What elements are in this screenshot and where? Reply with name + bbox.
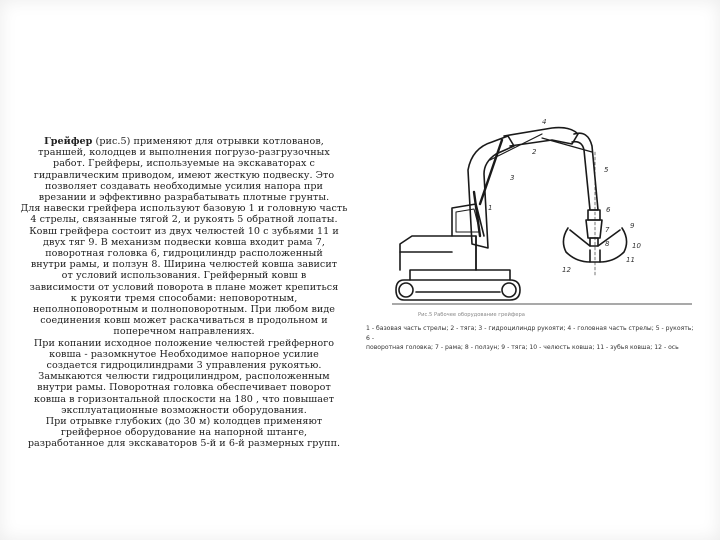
callout-label: 7 [605, 226, 610, 234]
body-text [6, 136, 362, 450]
caption-line: поворотная головка; 7 - рама; 8 - ползун; 9 - тяга; 10 - челюсть ковша; 11 - зубья ковша; 12 - ось [366, 344, 679, 352]
text-line: поперечном направлениях. [113, 326, 255, 338]
text-line: соединения ковш может раскачиваться в продольном и [40, 315, 328, 327]
text-line: создается гидроцилиндрами 3 управления рукоятью. [46, 360, 322, 372]
text-line: работ. Грейферы, используемые на экскаваторах с [53, 158, 315, 170]
text-line: траншей, колодцев и выполнения погрузо-разгрузочных [38, 147, 330, 159]
text-line: гидравлическим приводом, имеют жесткую подвеску. Это [33, 169, 335, 181]
caption-line: 1 - базовая часть стрелы; 2 - тяга; 3 - гидроцилиндр рукояти; 4 - головная часть стрелы; 5 - рукоять; 6 - [366, 325, 694, 342]
jaw-left [563, 228, 590, 262]
text-line: зависимости от условий поворота в плане может крепиться [29, 281, 339, 293]
turntable [410, 270, 510, 280]
text-line: При копании исходное положение челюстей грейферного [33, 337, 335, 349]
grab-frame [586, 220, 602, 238]
boom-head [504, 128, 578, 146]
tie-rod [490, 134, 542, 160]
text-line: 4 стрелы, связанные тягой 2, и рукоять 5 обратной лопаты. [30, 214, 338, 226]
text-line: двух тяг 9. В механизм подвески ковша входит рама 7, [43, 236, 325, 248]
jaw-right [600, 228, 627, 262]
arm [572, 133, 598, 210]
track-wheel [502, 283, 516, 297]
text-line: неполноповоротным и полноповоротным. При любом виде [32, 304, 336, 316]
callout-label: 6 [606, 206, 611, 214]
text-line: к рукояти тремя способами: неповоротным, [70, 292, 298, 304]
slider [590, 238, 598, 246]
callout-label: 1 [488, 204, 493, 212]
callout-label: 3 [510, 174, 515, 182]
machine-body [400, 236, 476, 270]
callout-label: 10 [632, 242, 641, 250]
text-line: от условий использования. Грейферный ковш в [61, 270, 307, 282]
text-line: Замыкаются челюсти гидроцилиндром, расположенным [38, 371, 330, 383]
callout-label: 12 [562, 266, 571, 274]
text-line: Ковш грейфера состоит из двух челюстей 10 с зубьями 11 и [29, 225, 339, 237]
text-line: Для навески грейфера используют базовую 1 и головную часть [20, 203, 348, 215]
text-line: позволяет создавать необходимые усилия напора при [45, 180, 323, 192]
text-line-content: (рис.5) применяют для отрывки котлованов, [92, 136, 324, 147]
callout-label: 5 [604, 166, 609, 174]
text-line: внутри рамы, и ползун 8. Ширина челюстей ковша зависит [30, 259, 338, 271]
lead-term: Грейфер [44, 136, 93, 147]
arm-link [542, 138, 592, 152]
text-line: ковша - разомкнутое Необходимое напорное усилие [49, 348, 319, 360]
text-line: внутри рамы. Поворотная головка обеспечивает поворот [37, 382, 331, 394]
callout-label: 8 [605, 240, 610, 248]
callout-label: 4 [542, 118, 547, 126]
text-line: врезании и эффективно разрабатывать плотные грунты. [38, 192, 330, 204]
figure-caption [366, 324, 696, 353]
text-line: эксплуатационные возможности оборудования. [61, 404, 307, 416]
callout-label: 11 [626, 256, 635, 264]
callout-label: 2 [532, 148, 537, 156]
rotating-head [588, 210, 600, 220]
callout-label: 9 [630, 222, 635, 230]
text-line: ковша в горизонтальной плоскости на 180 , что повышает [33, 393, 335, 405]
figure-title: Рис.5 Рабочее оборудование грейфера [418, 312, 525, 318]
excavator-grab-drawing [392, 112, 692, 317]
text-line: разработанное для экскаваторов 5-й и 6-й размерных групп. [27, 438, 341, 450]
text-line: грейферное оборудование на напорной штанге, [60, 427, 308, 439]
track-wheel [399, 283, 413, 297]
text-line: При отрывке глубоких (до 30 м) колодцев применяют [45, 416, 323, 428]
excavator-diagram [392, 112, 692, 317]
text-line: поворотная головка 6, гидроцилиндр расположенный [45, 248, 323, 260]
text-line [6, 136, 362, 147]
